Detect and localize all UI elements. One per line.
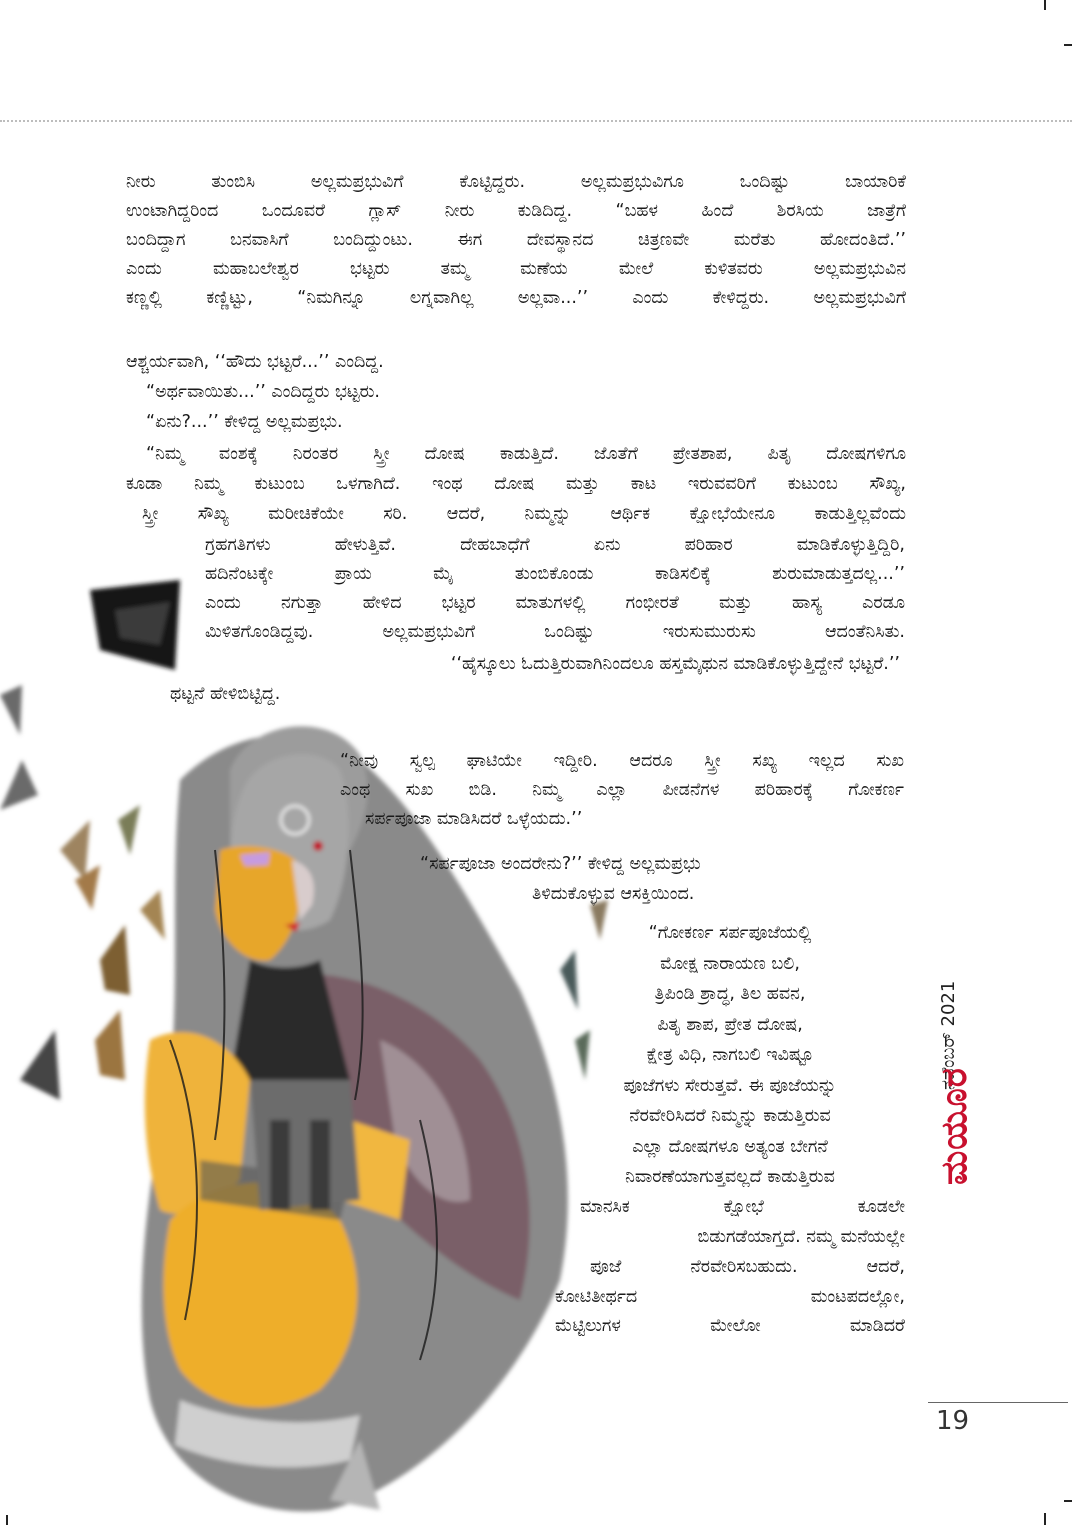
paragraph-block-4-line-2	[126, 470, 906, 499]
text-line: ಕ್ಷೇತ್ರ ವಿಧಿ, ನಾಗಬಲಿ ಇವಿಷ್ಟೂ	[646, 1045, 814, 1065]
paragraph-block-7	[555, 918, 905, 1193]
paragraph-enu	[146, 408, 906, 437]
paragraph-block-4-line-1	[146, 440, 906, 469]
text-line: “ಗೋಕರ್ಣ ಸರ್ಪಪೂಜೆಯಲ್ಲಿ	[648, 923, 812, 943]
text-line: ಪೂಜೆಗಳು ಸೇರುತ್ತವೆ. ಈ ಪೂಜೆಯನ್ನು	[623, 1075, 837, 1096]
text-line: ಮಾನಸಿಕ ಕ್ಷೋಭೆ ಕೂಡಲೇ	[580, 1197, 905, 1217]
text-line: ಆಶ್ಚರ್ಯವಾಗಿ, ‘‘ಹೌದು ಭಟ್ಟರೆ...’’ ಎಂದಿದ್ದ.	[126, 352, 384, 372]
text-line: “ಸರ್ಪಪೂಜಾ ಅಂದರೇನು?’’ ಕೇಳಿದ್ದ ಅಲ್ಲಮಪ್ರಭು	[420, 854, 701, 874]
text-line: ಮೆಟ್ಟಿಲುಗಳ ಮೇಲೋ ಮಾಡಿದರೆ	[555, 1316, 905, 1336]
text-line: ಎಂಥ ಸುಖ ಬಿಡಿ. ನಿಮ್ಮ ಎಲ್ಲಾ ಪೀಡನೆಗಳ ಪರಿಹಾರಕ್ಕೆ ಗೋಕರ್ಣ	[340, 780, 904, 800]
text-line: ‘‘ಹೈಸ್ಕೂಲು ಓದುತ್ತಿರುವಾಗಿನಿಂದಲೂ ಹಸ್ತಮೈಥುನ ಮಾಡಿಕೊಳ್ಳುತ್ತಿದ್ದೇನೆ ಭಟ್ಟರೆ.’’	[450, 654, 900, 674]
text-line: ನಿವಾರಣೆಯಾಗುತ್ತವಲ್ಲದೆ ಕಾಡುತ್ತಿರುವ	[625, 1167, 835, 1187]
text-line: ಮಿಳಿತಗೊಂಡಿದ್ದವು. ಅಲ್ಲಮಪ್ರಭುವಿಗೆ ಒಂದಿಷ್ಟು ಇರುಸುಮುರುಸು ಆದಂತೆನಿಸಿತು.	[205, 622, 905, 642]
issue-date-label: ನವೆಂಬರ್ 2021	[938, 980, 959, 1090]
paragraph-block-8-line-1	[580, 1193, 905, 1222]
paragraph-block-6b	[532, 880, 902, 909]
text-line: “ಏನು?...’’ ಕೇಳಿದ್ದ ಅಲ್ಲಮಪ್ರಭು.	[146, 412, 343, 432]
text-line: ಗ್ರಹಗತಿಗಳು ಹೇಳುತ್ತಿವೆ. ದೇಹಬಾಧೆಗೆ ಏನು ಪರಿಹಾರ ಮಾಡಿಕೊಳ್ಳುತ್ತಿದ್ದಿರಿ,	[205, 535, 905, 555]
paragraph-block-5-end	[365, 805, 905, 834]
text-line: ಎಲ್ಲಾ ದೋಷಗಳೂ ಅತ್ಯಂತ ಬೇಗನೆ	[632, 1136, 828, 1157]
paragraph-arthavayitu	[146, 378, 906, 407]
paragraph-block-8-line-3	[590, 1253, 905, 1282]
paragraph-block-4-lines-4-7	[205, 531, 905, 647]
text-line: “ನೀವು ಸ್ವಲ್ಪ ಘಾಟಿಯೇ ಇದ್ದೀರಿ. ಆದರೂ ಸ್ತ್ರೀ ಸಖ್ಯ ಇಲ್ಲದ ಸುಖ	[340, 751, 904, 771]
text-line: ಬಿಡುಗಡೆಯಾಗ್ತದೆ. ನಮ್ಮ ಮನೆಯಲ್ಲೇ	[697, 1227, 905, 1247]
paragraph-block-8-lines-4-5	[555, 1283, 905, 1341]
text-line: ಉಂಟಾಗಿದ್ದರಿಂದ ಒಂದೂವರೆ ಗ್ಲಾಸ್ ನೀರು ಕುಡಿದಿದ್ದ. “ಬಹಳ ಹಿಂದೆ ಶಿರಸಿಯ ಜಾತ್ರೆಗೆ	[126, 201, 906, 221]
text-line: ಕಣ್ಣಲ್ಲಿ ಕಣ್ಣಿಟ್ಟು, “ನಿಮಗಿನ್ನೂ ಲಗ್ನವಾಗಿಲ್ಲ ಅಲ್ಲವಾ...’’ ಎಂದು ಕೇಳಿದ್ದರು. ಅಲ್ಲಮಪ್ರಭುವಿಗೆ	[126, 288, 906, 308]
crop-mark-right-upper	[1064, 44, 1072, 46]
text-line: ಕೋಟಿತೀರ್ಥದ ಮಂಟಪದಲ್ಲೋ,	[555, 1287, 905, 1307]
text-line: “ಅರ್ಥವಾಯಿತು...’’ ಎಂದಿದ್ದರು ಭಟ್ಟರು.	[146, 382, 380, 402]
header-dotted-rule	[0, 120, 1072, 122]
text-line: ಎಂದು ನಗುತ್ತಾ ಹೇಳಿದ ಭಟ್ಟರ ಮಾತುಗಳಲ್ಲಿ ಗಂಭೀರತೆ ಮತ್ತು ಹಾಸ್ಯ ಎರಡೂ	[205, 593, 905, 613]
text-line: ನೀರು ತುಂಬಿಸಿ ಅಲ್ಲಮಪ್ರಭುವಿಗೆ ಕೊಟ್ಟಿದ್ದರು. ಅಲ್ಲಮಪ್ರಭುವಿಗೂ ಒಂದಿಷ್ಟು ಬಾಯಾರಿಕೆ	[126, 172, 906, 192]
crop-mark-bottom-right	[1044, 1513, 1046, 1525]
paragraph-block-1-end	[126, 348, 906, 377]
text-line: ಸ್ತ್ರೀ ಸೌಖ್ಯ ಮರೀಚಿಕೆಯೇ ಸರಿ. ಆದರೆ, ನಿಮ್ಮನ್ನು ಆರ್ಥಿಕ ಕ್ಷೋಭೆಯೇನೂ ಕಾಡುತ್ತಿಲ್ಲವೆಂದು	[142, 504, 906, 524]
paragraph-block-6a	[420, 850, 905, 879]
text-line: ಬಂದಿದ್ದಾಗ ಬನವಾಸಿಗೆ ಬಂದಿದ್ದುಂಟು. ಈಗ ದೇವಸ್ಥಾನದ ಚಿತ್ರಣವೇ ಮರೆತು ಹೋದಂತಿದೆ.’’	[126, 230, 906, 250]
crop-mark-right-lower	[1064, 1500, 1072, 1502]
text-line: ತ್ರಿಪಿಂಡಿ ಶ್ರಾದ್ಧ, ತಿಲ ಹವನ,	[654, 984, 806, 1004]
text-line: ಎಂದು ಮಹಾಬಲೇಶ್ವರ ಭಟ್ಟರು ತಮ್ಮ ಮಣೆಯ ಮೇಲೆ ಕುಳಿತವರು ಅಲ್ಲಮಪ್ರಭುವಿನ	[126, 259, 906, 279]
text-line: ಮೋಕ್ಷ ನಾರಾಯಣ ಬಲಿ,	[660, 953, 800, 974]
paragraph-block-4-end	[170, 680, 770, 709]
paragraph-block-4-line-3	[142, 500, 906, 529]
magazine-logo: ಮಯೂರ	[934, 1067, 975, 1185]
text-line: ಹದಿನೆಂಟಕ್ಕೇ ಪ್ರಾಯ ಮೈ ತುಂಬಿಕೊಂಡು ಕಾಡಿಸಲಿಕ್ಕೆ ಶುರುಮಾಡುತ್ತದಲ್ಲ...’’	[205, 564, 905, 584]
paragraph-block-1	[126, 168, 906, 313]
text-line: ತಿಳಿದುಕೊಳ್ಳುವ ಆಸಕ್ತಿಯಿಂದ.	[532, 884, 695, 904]
text-line: ಸರ್ಪಪೂಜಾ ಮಾಡಿಸಿದರೆ ಒಳ್ಳೆಯದು.’’	[365, 809, 583, 829]
text-line: ಪಿತೃ ಶಾಪ, ಪ್ರೇತ ದೋಷ,	[657, 1014, 803, 1035]
paragraph-block-4-line-8	[190, 650, 900, 679]
text-line: ಥಟ್ಟನೆ ಹೇಳಿಬಿಟ್ಟಿದ್ದ.	[170, 684, 281, 704]
text-line: “ನಿಮ್ಮ ವಂಶಕ್ಕೆ ನಿರಂತರ ಸ್ತ್ರೀ ದೋಷ ಕಾಡುತ್ತಿದೆ. ಜೊತೆಗೆ ಪ್ರೇತಶಾಪ, ಪಿತೃ ದೋಷಗಳಿಗೂ	[146, 444, 906, 464]
paragraph-block-8-line-2	[560, 1223, 905, 1252]
text-line: ಕೂಡಾ ನಿಮ್ಮ ಕುಟುಂಬ ಒಳಗಾಗಿದೆ. ಇಂಥ ದೋಷ ಮತ್ತು ಕಾಟ ಇರುವವರಿಗೆ ಕುಟುಂಬ ಸೌಖ್ಯ,	[126, 474, 906, 494]
page-number-rule	[928, 1402, 1068, 1403]
paragraph-block-5	[340, 747, 904, 805]
text-line: ಪೂಜೆ ನೆರವೇರಿಸಬಹುದು. ಆದರೆ,	[590, 1257, 905, 1277]
crop-mark-top-right	[1044, 0, 1046, 10]
text-line: ನೆರವೇರಿಸಿದರೆ ನಿಮ್ಮನ್ನು ಕಾಡುತ್ತಿರುವ	[629, 1106, 831, 1126]
page-number: 19	[936, 1406, 970, 1436]
